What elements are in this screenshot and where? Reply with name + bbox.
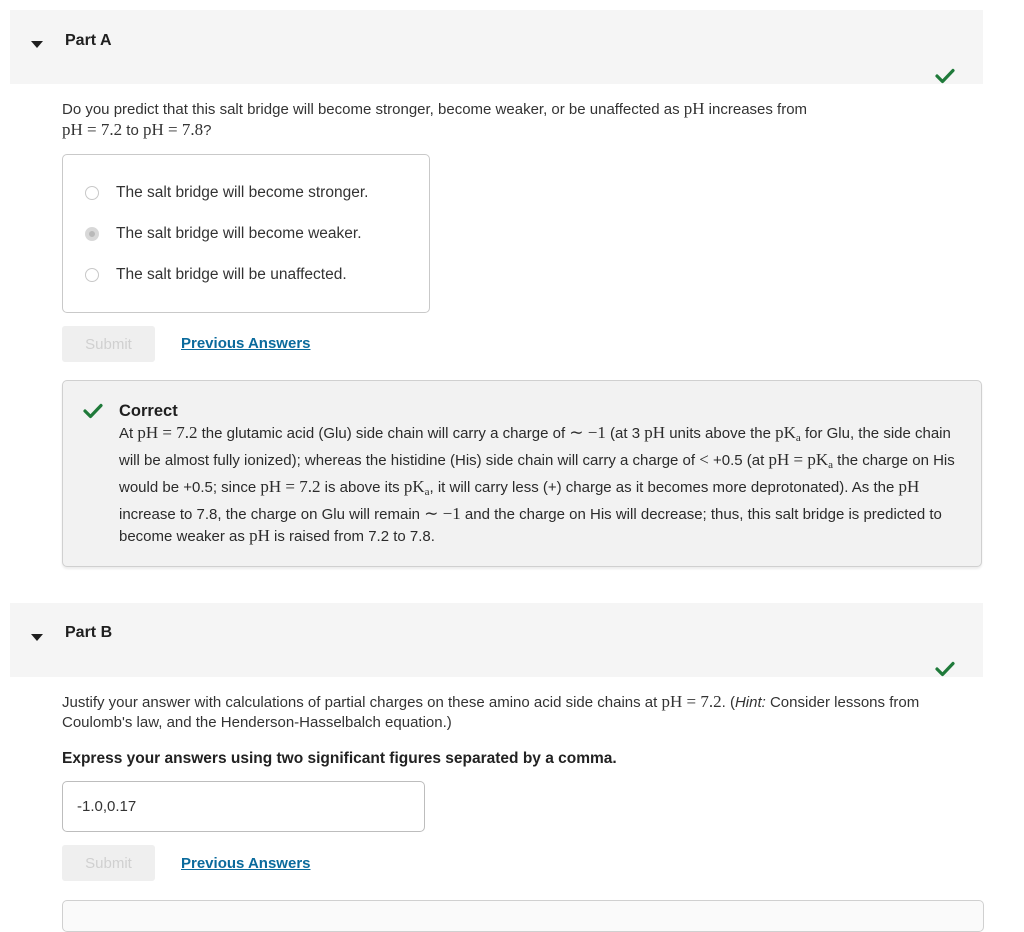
feedback-panel-partial — [62, 900, 984, 932]
part-a-title: Part A — [65, 32, 112, 49]
feedback-text: , it will carry less (+) charge as it becomes more deprotonated). As the — [429, 479, 899, 496]
feedback-panel — [62, 380, 982, 567]
question-text: increases from — [704, 101, 808, 118]
choice-label: The salt bridge will become stronger. — [116, 184, 369, 201]
answer-input[interactable] — [62, 781, 425, 832]
math-subscript: a — [795, 432, 801, 444]
question-text: Consider lessons from Coulomb's law, and the Henderson-Hasselbalch equation.) — [62, 694, 920, 731]
math-subscript: a — [424, 486, 430, 498]
math-subscript: a — [828, 459, 834, 471]
part-a-header[interactable] — [10, 10, 983, 84]
math-expression: < — [699, 450, 709, 469]
previous-answers-link[interactable]: Previous Answers — [181, 335, 311, 352]
math-ph-from: pH = 7.2 — [62, 120, 123, 139]
math-expression: pH — [898, 477, 920, 496]
collapse-triangle-icon[interactable] — [31, 634, 43, 641]
checkmark-icon — [83, 403, 103, 419]
choice-stronger[interactable] — [85, 182, 368, 204]
math-expression: ∼ −1 — [424, 504, 461, 523]
feedback-text: At — [119, 425, 138, 442]
math-expression: pH = 7.2 — [260, 477, 321, 496]
choice-label: The salt bridge will become weaker. — [116, 225, 362, 242]
math-expression: pH — [644, 423, 666, 442]
question-text: to — [122, 122, 143, 139]
submit-button[interactable]: Submit — [62, 845, 155, 881]
part-a-question — [62, 99, 962, 141]
collapse-triangle-icon[interactable] — [31, 41, 43, 48]
question-text: ? — [203, 122, 212, 139]
submit-button[interactable]: Submit — [62, 326, 155, 362]
question-text: Justify your answer with calculations of partial charges on these amino acid side chains at — [62, 694, 662, 711]
part-b-question — [62, 692, 962, 733]
math-ph-to: pH = 7.8 — [142, 120, 204, 139]
feedback-text: the charge on His would be +0.5; since — [119, 452, 955, 496]
feedback-text: the glutamic acid (Glu) side chain will carry a charge of — [197, 425, 570, 442]
checkmark-icon — [935, 661, 955, 677]
question-text: . ( — [721, 694, 735, 711]
answer-instructions: Express your answers using two significant figures separated by a comma. — [62, 750, 617, 767]
radio-button[interactable] — [85, 186, 99, 200]
math-expression: pH — [249, 526, 270, 545]
previous-answers-link[interactable]: Previous Answers — [181, 855, 311, 872]
choice-unaffected[interactable] — [85, 264, 347, 286]
math-expression: ∼ −1 — [569, 423, 606, 442]
feedback-text: +0.5 (at — [708, 452, 769, 469]
math-expression: pH = 7.2 — [137, 423, 198, 442]
feedback-body — [119, 422, 965, 547]
part-b-title: Part B — [65, 624, 113, 641]
question-text: Do you predict that this salt bridge will become stronger, become weaker, or be unaffected as — [62, 101, 684, 118]
feedback-text: is above its — [320, 479, 404, 496]
feedback-text: for Glu, the side chain will be almost fully ionized); whereas the histidine (His) side chain will carry a charge of — [119, 425, 951, 469]
part-b-header[interactable] — [10, 603, 983, 677]
answer-choices — [62, 154, 430, 313]
choice-weaker[interactable] — [85, 223, 362, 245]
math-expression: pH = 7.2 — [661, 692, 722, 711]
math-ph: pH — [683, 99, 705, 118]
checkmark-icon — [935, 68, 955, 84]
feedback-title: Correct — [119, 402, 178, 420]
feedback-text: increase to 7.8, the charge on Glu will remain — [119, 506, 425, 523]
feedback-text: is raised from 7.2 to 7.8. — [269, 528, 435, 545]
math-expression: pK — [775, 423, 796, 442]
math-expression: pH = pK — [768, 450, 829, 469]
hint-label: Hint: — [734, 694, 766, 711]
radio-button-selected[interactable] — [85, 227, 99, 241]
choice-label: The salt bridge will be unaffected. — [116, 266, 347, 283]
feedback-text: and the charge on His will decrease; thus, this salt bridge is predicted to become weaker as — [119, 506, 942, 545]
radio-button[interactable] — [85, 268, 99, 282]
feedback-text: units above the — [665, 425, 776, 442]
feedback-text: (at 3 — [605, 425, 645, 442]
math-expression: pK — [403, 477, 425, 496]
